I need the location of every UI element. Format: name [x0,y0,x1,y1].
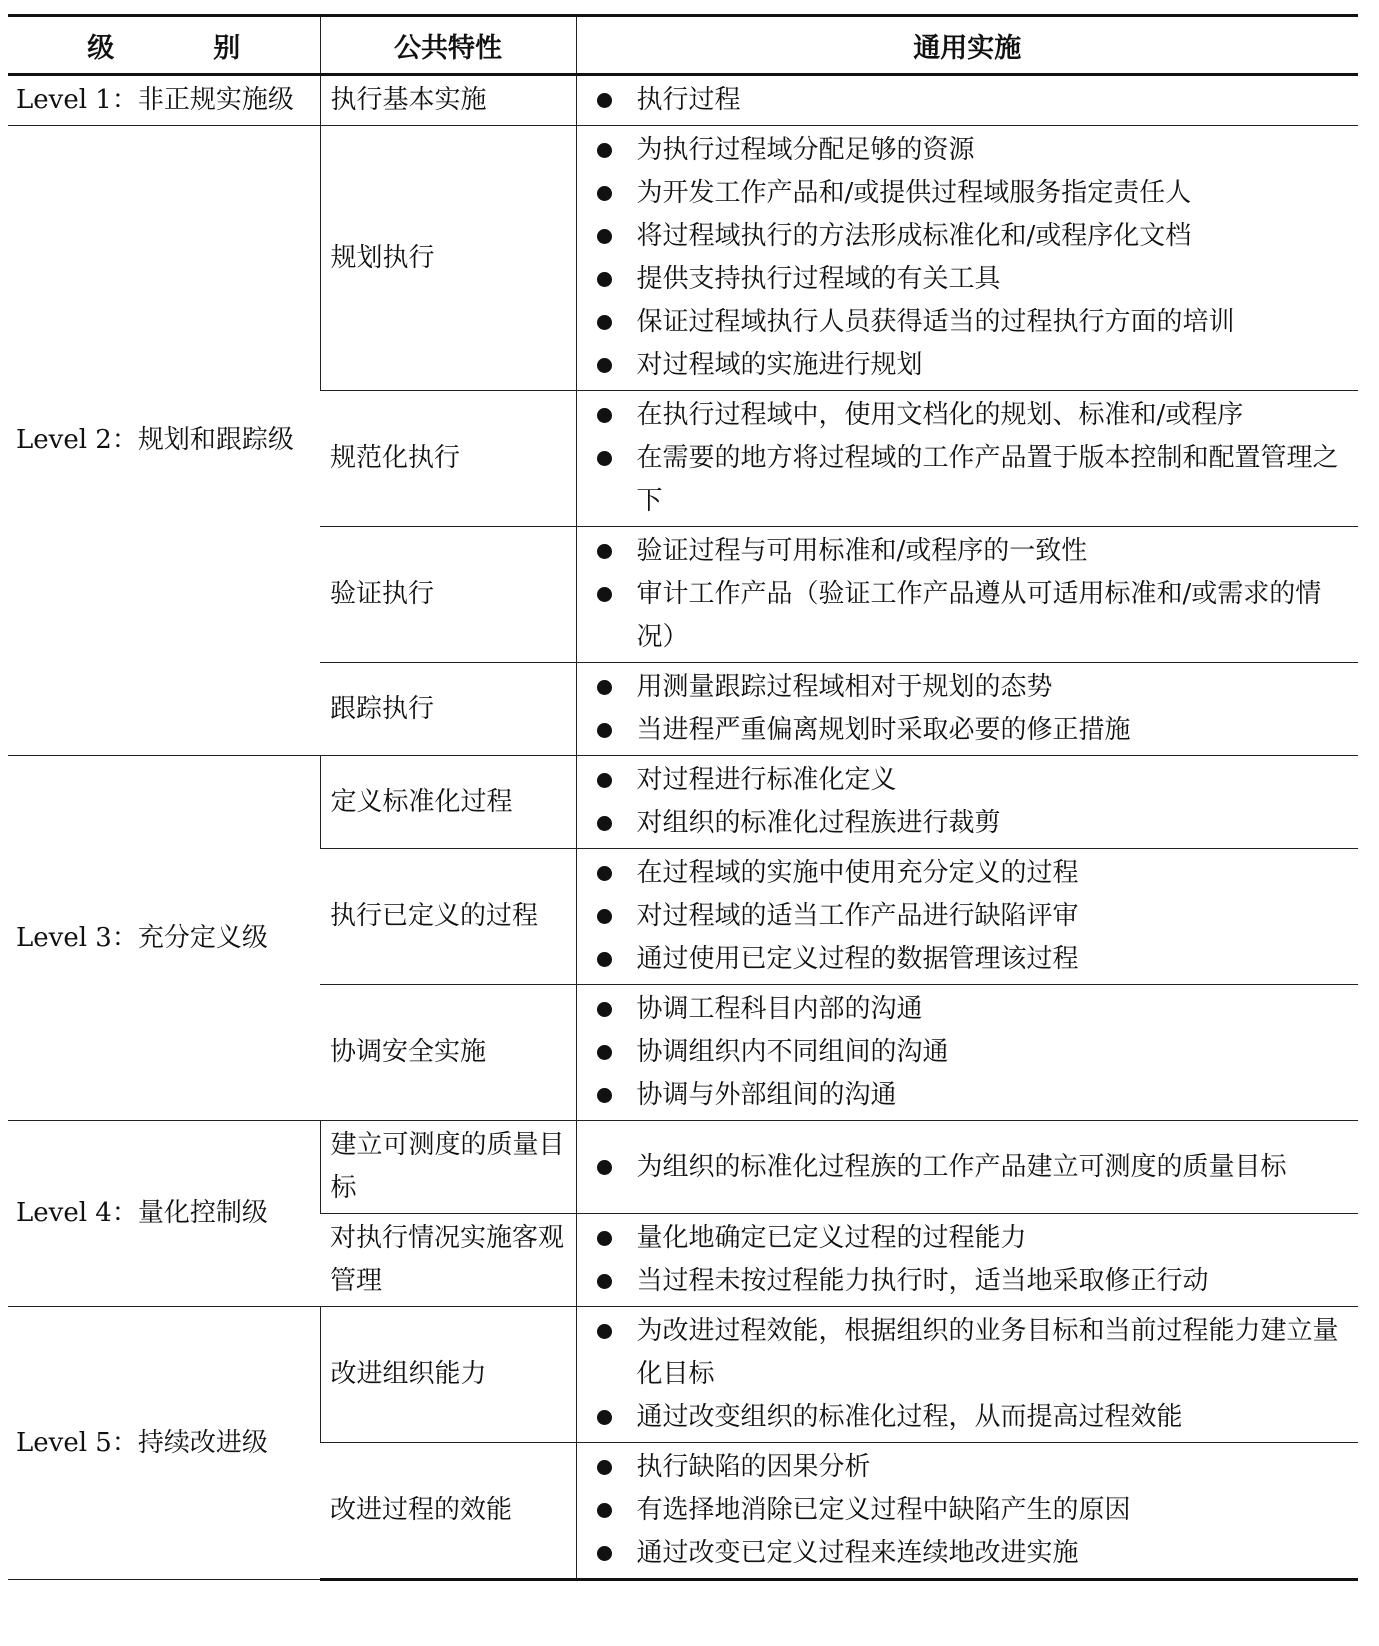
practice-list [585,129,1351,387]
practice-item: 有选择地消除已定义过程中缺陷产生的原因 [585,1489,1351,1532]
header-generic-practice: 通用实施 [576,16,1358,75]
common-feature-cell: 改进组织能力 [320,1307,576,1443]
practice-item: 执行缺陷的因果分析 [585,1446,1351,1489]
table-header [8,16,1358,75]
generic-practice-cell [576,985,1358,1121]
practice-item: 验证过程与可用标准和/或程序的一致性 [585,530,1351,573]
generic-practice-cell [576,75,1358,126]
practice-item: 审计工作产品（验证工作产品遵从可适用标准和/或需求的情况） [585,573,1351,659]
practice-item: 在过程域的实施中使用充分定义的过程 [585,852,1351,895]
practice-item: 通过改变已定义过程来连续地改进实施 [585,1532,1351,1575]
practice-item: 对过程域的适当工作产品进行缺陷评审 [585,895,1351,938]
level-cell: Level 4：量化控制级 [8,1121,320,1307]
common-feature-cell: 建立可测度的质量目标 [320,1121,576,1214]
level-cell: Level 5：持续改进级 [8,1307,320,1580]
common-feature-cell: 对执行情况实施客观管理 [320,1214,576,1307]
level-cell: Level 3：充分定义级 [8,756,320,1121]
level-cell: Level 1：非正规实施级 [8,75,320,126]
common-feature-cell: 规范化执行 [320,391,576,527]
common-feature-cell: 协调安全实施 [320,985,576,1121]
generic-practice-cell [576,663,1358,756]
common-feature-cell: 跟踪执行 [320,663,576,756]
common-feature-cell: 验证执行 [320,527,576,663]
table-row [8,75,1358,126]
practice-list [585,1310,1351,1439]
practice-item: 执行过程 [585,79,1351,122]
header-row [8,16,1358,75]
practice-item: 量化地确定已定义过程的过程能力 [585,1217,1351,1260]
practice-list [585,530,1351,659]
level-cell: Level 2：规划和跟踪级 [8,126,320,756]
common-feature-cell: 定义标准化过程 [320,756,576,849]
table-row [8,756,1358,849]
common-feature-cell: 规划执行 [320,126,576,391]
practice-list [585,759,1351,845]
practice-item: 用测量跟踪过程域相对于规划的态势 [585,666,1351,709]
practice-item: 保证过程域执行人员获得适当的过程执行方面的培训 [585,301,1351,344]
practice-item: 为改进过程效能，根据组织的业务目标和当前过程能力建立量化目标 [585,1310,1351,1396]
common-feature-cell: 执行基本实施 [320,75,576,126]
practice-item: 当进程严重偏离规划时采取必要的修正措施 [585,709,1351,752]
practice-list [585,1217,1351,1303]
generic-practice-cell [576,1443,1358,1580]
practice-list [585,1446,1351,1575]
table-row [8,1121,1358,1214]
capability-levels-table [8,14,1358,1581]
practice-item: 在需要的地方将过程域的工作产品置于版本控制和配置管理之下 [585,437,1351,523]
practice-item: 当过程未按过程能力执行时，适当地采取修正行动 [585,1260,1351,1303]
practice-list [585,394,1351,523]
generic-practice-cell [576,391,1358,527]
practice-item: 为组织的标准化过程族的工作产品建立可测度的质量目标 [585,1146,1351,1189]
practice-item: 对过程域的实施进行规划 [585,344,1351,387]
generic-practice-cell [576,527,1358,663]
practice-item: 通过改变组织的标准化过程，从而提高过程效能 [585,1396,1351,1439]
practice-item: 协调与外部组间的沟通 [585,1074,1351,1117]
practice-item: 在执行过程域中，使用文档化的规划、标准和/或程序 [585,394,1351,437]
common-feature-cell: 改进过程的效能 [320,1443,576,1580]
table-row [8,1307,1358,1443]
generic-practice-cell [576,849,1358,985]
table-row [8,126,1358,391]
practice-item: 对过程进行标准化定义 [585,759,1351,802]
header-level: 级 别 [8,16,320,75]
generic-practice-cell [576,1214,1358,1307]
header-common-feature: 公共特性 [320,16,576,75]
practice-item: 协调工程科目内部的沟通 [585,988,1351,1031]
common-feature-cell: 执行已定义的过程 [320,849,576,985]
practice-list [585,1146,1351,1189]
generic-practice-cell [576,126,1358,391]
generic-practice-cell [576,756,1358,849]
generic-practice-cell [576,1307,1358,1443]
practice-item: 对组织的标准化过程族进行裁剪 [585,802,1351,845]
practice-list [585,988,1351,1117]
practice-item: 提供支持执行过程域的有关工具 [585,258,1351,301]
practice-item: 为执行过程域分配足够的资源 [585,129,1351,172]
practice-item: 为开发工作产品和/或提供过程域服务指定责任人 [585,172,1351,215]
practice-list [585,666,1351,752]
practice-list [585,79,1351,122]
table-body [8,75,1358,1580]
practice-list [585,852,1351,981]
practice-item: 将过程域执行的方法形成标准化和/或程序化文档 [585,215,1351,258]
practice-item: 协调组织内不同组间的沟通 [585,1031,1351,1074]
practice-item: 通过使用已定义过程的数据管理该过程 [585,938,1351,981]
generic-practice-cell [576,1121,1358,1214]
